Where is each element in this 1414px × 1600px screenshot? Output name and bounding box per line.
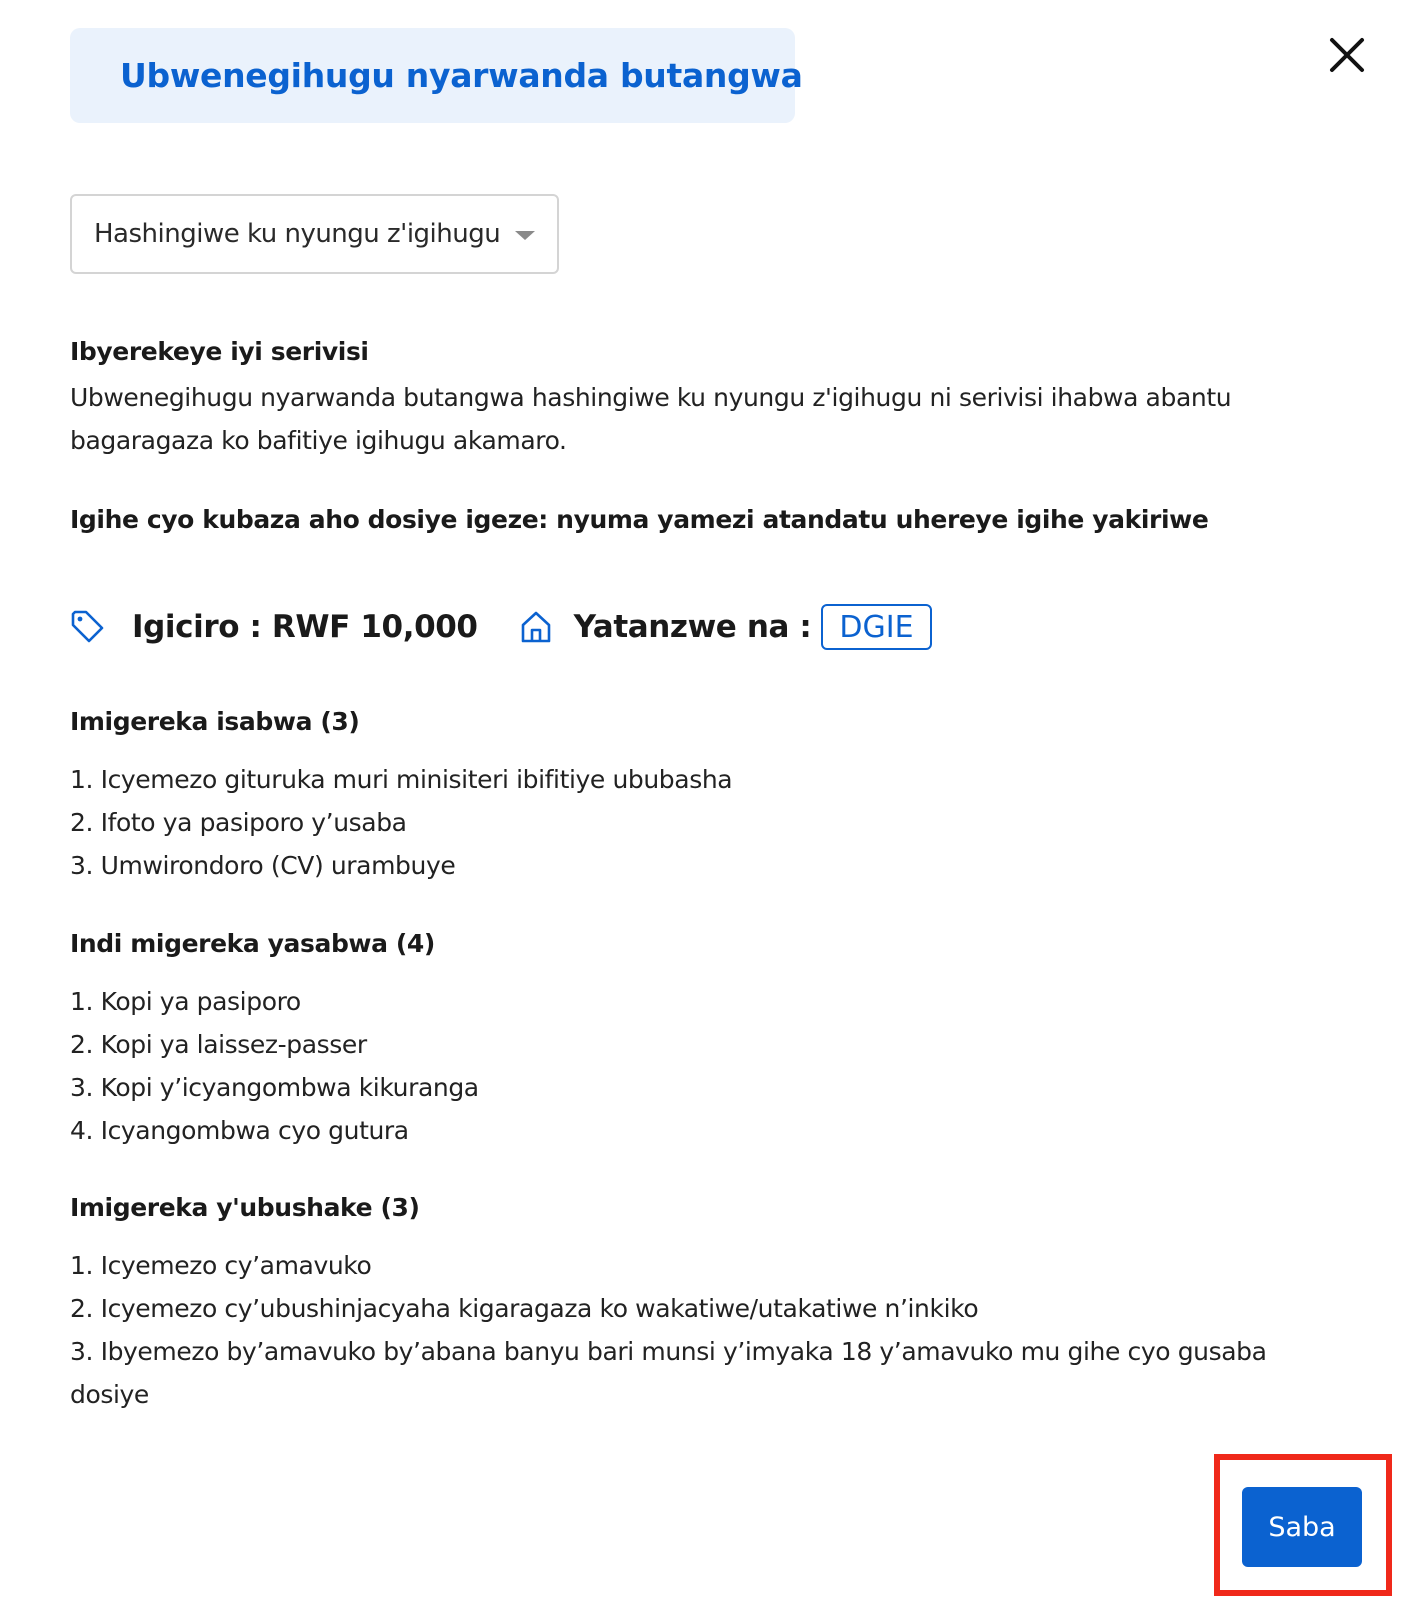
close-button[interactable] [1328,36,1366,74]
list-item: 1. Icyemezo cy’amavuko [70,1251,372,1280]
other-docs-heading: Indi migereka yasabwa (4) [70,929,435,958]
price-tag-icon [70,609,106,645]
home-icon [518,609,554,645]
list-item: 2. Ifoto ya pasiporo y’usaba [70,808,407,837]
about-text: Ubwenegihugu nyarwanda butangwa hashingiwe ku nyungu z'igihugu ni serivisi ihabwa abantu bagaragaza ko bafitiye igihugu akamaro. [70,383,1232,455]
list-item: 1. Icyemezo gituruka muri minisiteri ibifitiye ububasha [70,765,733,794]
other-docs-list [70,980,1340,1152]
service-type-value: Hashingiwe ku nyungu z'igihugu [94,219,501,249]
chevron-down-icon [515,231,535,240]
page-title: Ubwenegihugu nyarwanda butangwa [120,56,803,95]
required-docs-heading: Imigereka isabwa (3) [70,707,360,736]
apply-button[interactable]: Saba [1242,1487,1362,1567]
optional-docs-list [70,1244,1340,1416]
list-item: 3. Ibyemezo by’amavuko by’abana banyu bari munsi y’imyaka 18 y’amavuko mu gihe cyo gusaba dosiye [70,1337,1267,1409]
list-item: 3. Umwirondoro (CV) urambuye [70,851,456,880]
required-docs-list [70,758,1340,887]
list-item: 3. Kopi y’icyangombwa kikuranga [70,1073,479,1102]
provider-label: Yatanzwe na : [573,609,812,645]
provider-badge[interactable]: DGIE [821,604,931,650]
follow-up-note: Igihe cyo kubaza aho dosiye igeze: nyuma yamezi atandatu uhereye igihe yakiriwe [70,505,1209,534]
list-item: 2. Icyemezo cy’ubushinjacyaha kigaragaza ko wakatiwe/utakatiwe n’inkiko [70,1294,979,1323]
service-type-select[interactable] [70,194,559,274]
list-item: 1. Kopi ya pasiporo [70,987,301,1016]
price-label: Igiciro : RWF 10,000 [132,609,478,645]
list-item: 4. Icyangombwa cyo gutura [70,1116,409,1145]
service-title-tab[interactable] [70,28,803,123]
optional-docs-heading: Imigereka y'ubushake (3) [70,1193,420,1222]
list-item: 2. Kopi ya laissez-passer [70,1030,367,1059]
close-icon [1328,36,1366,74]
service-meta [70,600,932,654]
about-heading: Ibyerekeye iyi serivisi [70,337,369,366]
